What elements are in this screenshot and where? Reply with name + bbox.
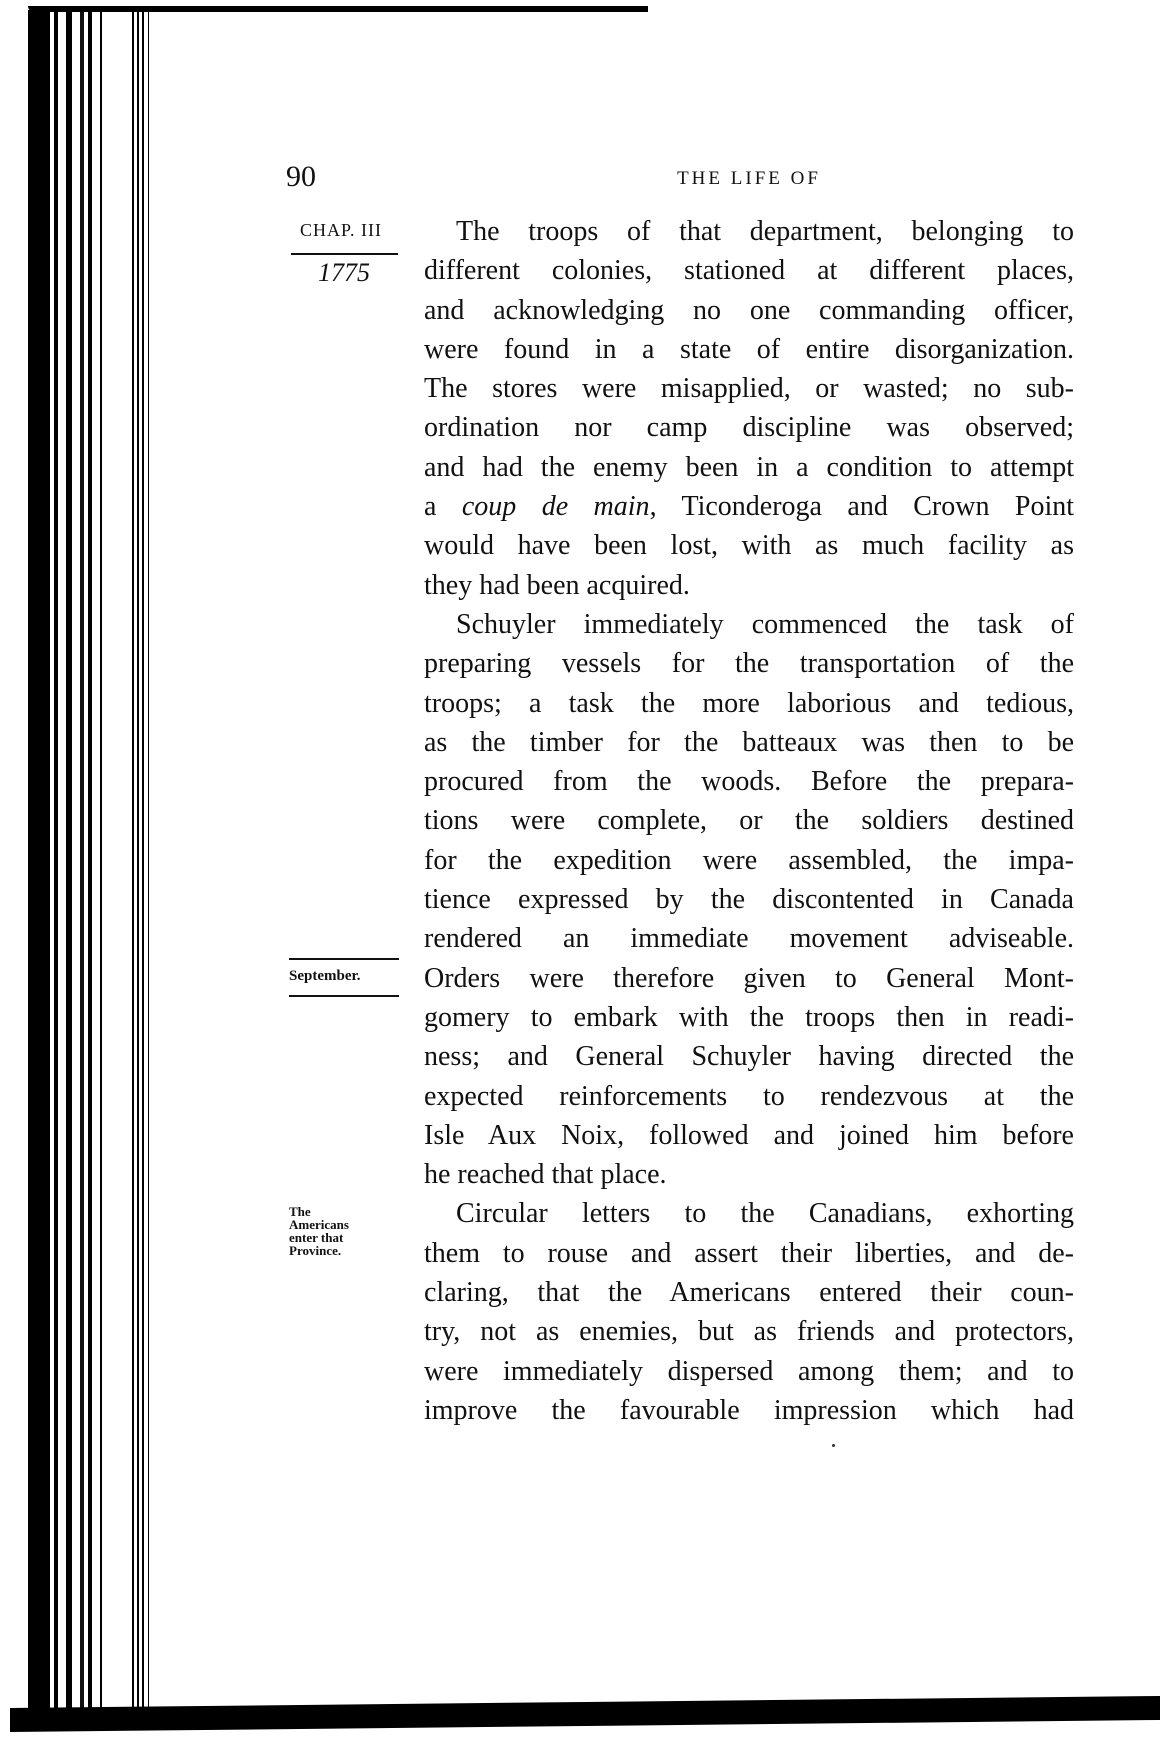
- paragraph-2: [424, 605, 1074, 1194]
- text-line: for the expedition were assembled, the impa-: [424, 844, 1074, 876]
- text-line: gomery to embark with the troops then in readi-: [424, 1001, 1074, 1033]
- text-line: try, not as enemies, but as friends and protectors,: [424, 1316, 1074, 1348]
- body-text: [424, 212, 1074, 1430]
- text-line: he reached that place.: [424, 1159, 667, 1191]
- scan-speck: [832, 1444, 835, 1447]
- text-line: The troops of that department, belonging to: [456, 216, 1074, 247]
- text-line: Isle Aux Noix, followed and joined him before: [424, 1119, 1074, 1151]
- sidenote-year: 1775: [318, 258, 370, 287]
- text-line: Schuyler immediately commenced the task of: [456, 608, 1074, 640]
- text-line: and had the enemy been in a condition to attempt: [424, 451, 1074, 483]
- text-line: different colonies, stationed at different places,: [424, 255, 1074, 287]
- text-line: were immediately dispersed among them; and to: [424, 1355, 1074, 1387]
- page-top-edge: [28, 6, 648, 12]
- text-line: and acknowledging no one commanding officer,: [424, 294, 1074, 326]
- text-line: ness; and General Schuyler having directed the: [424, 1041, 1074, 1073]
- text-line: as the timber for the batteaux was then to be: [424, 726, 1074, 758]
- text-line: Circular letters to the Canadians, exhorting: [456, 1198, 1074, 1230]
- text-line: preparing vessels for the transportation of the: [424, 648, 1074, 680]
- text-line: Orders were therefore given to General Mont-: [424, 962, 1074, 994]
- text-line: they had been acquired.: [424, 569, 690, 601]
- sidenote-chapter: CHAP. III: [300, 220, 383, 240]
- sidenote-americans: [289, 1205, 379, 1257]
- sidenote-rule: [291, 253, 398, 255]
- sidenote-line: The: [289, 1204, 311, 1219]
- page-bottom-shadow: [10, 1696, 1160, 1732]
- text-segment: a: [424, 491, 462, 523]
- sidenote-rule-top: [289, 958, 399, 960]
- book-binding-edge: [28, 10, 168, 1730]
- sidenote-line: enter that: [289, 1230, 344, 1245]
- italic-phrase: coup de main: [461, 491, 650, 523]
- text-line: expected reinforcements to rendezvous at the: [424, 1080, 1074, 1112]
- text-line: would have been lost, with as much facility as: [424, 530, 1074, 562]
- text-line: rendered an immediate movement adviseable.: [424, 923, 1074, 955]
- sidenote-rule-bottom: [289, 995, 399, 997]
- text-segment: , Ticonderoga and Crown Point: [649, 491, 1075, 523]
- text-line: ordination nor camp discipline was observed;: [424, 412, 1074, 444]
- text-line: them to rouse and assert their liberties, and de-: [424, 1237, 1074, 1269]
- page-number: 90: [286, 160, 316, 193]
- text-line: tience expressed by the discontented in Canada: [424, 884, 1074, 916]
- text-line: procured from the woods. Before the prepara-: [424, 766, 1074, 798]
- text-line: were found in a state of entire disorganization.: [424, 333, 1074, 365]
- text-line: claring, that the Americans entered their coun-: [424, 1277, 1074, 1309]
- sidenote-line: Americans: [289, 1217, 349, 1232]
- sidenote-line: Province.: [289, 1243, 342, 1258]
- paragraph-1: [424, 212, 1074, 487]
- running-head: THE LIFE OF: [677, 168, 821, 189]
- paragraph-3: [424, 1194, 1074, 1430]
- text-line: [424, 487, 1074, 526]
- paragraph-1-end: [424, 526, 1074, 605]
- text-line: tions were complete, or the soldiers destined: [424, 805, 1074, 837]
- text-line: improve the favourable impression which had: [424, 1394, 1074, 1426]
- text-line: The stores were misapplied, or wasted; no sub-: [424, 373, 1074, 405]
- sidenote-month: September.: [289, 968, 361, 984]
- text-line: troops; a task the more laborious and tedious,: [424, 687, 1074, 719]
